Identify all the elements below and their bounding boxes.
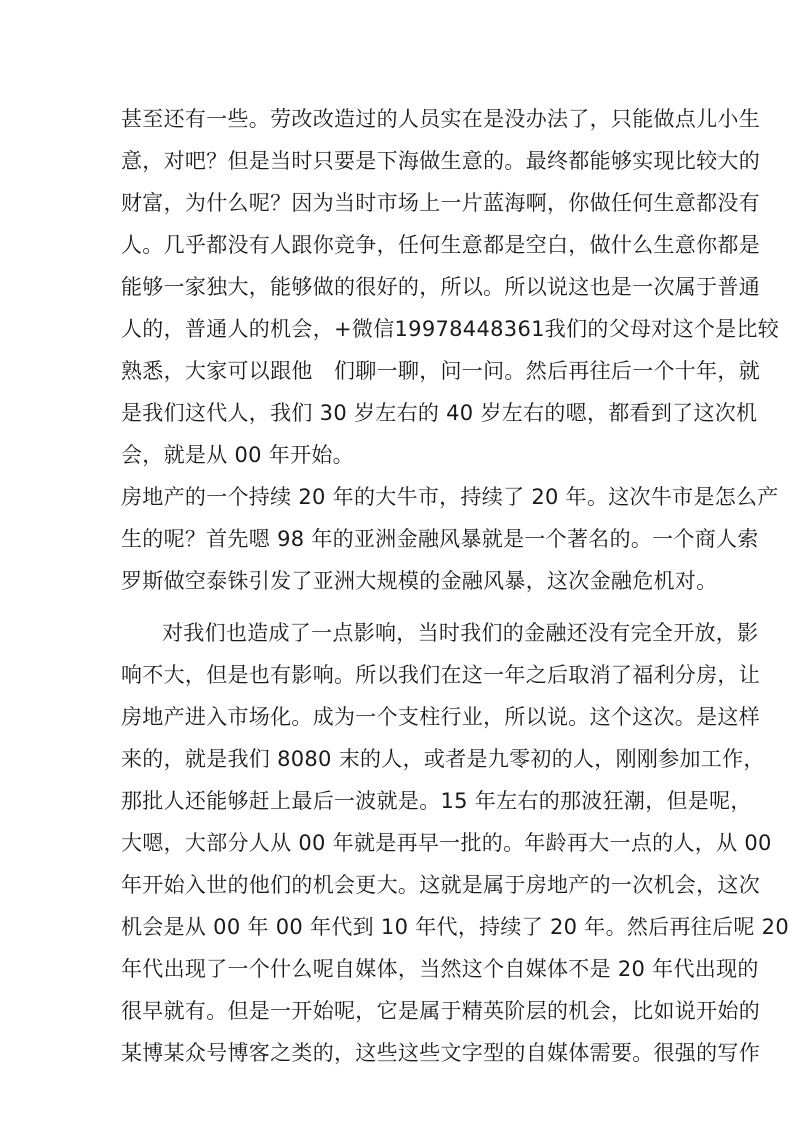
text-line: 房地产进入市场化。成为一个支柱行业，所以说。这个这次。是这样 [121, 705, 760, 729]
text-line: 罗斯做空泰铢引发了亚洲大规模的金融风暴，这次金融危机对。 [121, 569, 718, 593]
text-line: 来的，就是我们 8080 末的人，或者是九零初的人，刚刚参加工作， [121, 747, 765, 771]
text-line: 人。几乎都没有人跟你竞争，任何生意都是空白，做什么生意你都是 [121, 233, 760, 257]
text-line: 房地产的一个持续 20 年的大牛市，持续了 20 年。这次牛市是怎么产 [121, 485, 779, 509]
text-line: 很早就有。但是一开始呢，它是属于精英阶层的机会，比如说开始的 [121, 999, 760, 1023]
text-line: 人的，普通人的机会，+微信19978448361我们的父母对这个是比较 [121, 317, 780, 341]
text-line: 对我们也造成了一点影响，当时我们的金融还没有完全开放，影 [162, 621, 759, 645]
text-line: 是我们这代人，我们 30 岁左右的 40 岁左右的嗯，都看到了这次机 [121, 401, 758, 425]
text-line: 年开始入世的他们的机会更大。这就是属于房地产的一次机会，这次 [121, 873, 760, 897]
text-line: 能够一家独大，能够做的很好的，所以。所以说这也是一次属于普通 [121, 275, 760, 299]
text-line: 会，就是从 00 年开始。 [121, 443, 354, 467]
text-line: 生的呢？首先嗯 98 年的亚洲金融风暴就是一个著名的。一个商人索 [121, 527, 759, 551]
text-line: 财富，为什么呢？因为当时市场上一片蓝海啊，你做任何生意都没有 [121, 191, 760, 215]
text-line: 机会是从 00 年 00 年代到 10 年代，持续了 20 年。然后再往后呢 20 [121, 915, 789, 939]
text-line: 年代出现了一个什么呢自媒体，当然这个自媒体不是 20 年代出现的 [121, 957, 759, 981]
text-line: 那批人还能够赶上最后一波就是。15 年左右的那波狂潮，但是呢， [121, 789, 752, 813]
text-line: 熟悉，大家可以跟他 们聊一聊，问一问。然后再往后一个十年，就 [121, 359, 760, 383]
text-line: 大嗯，大部分人从 00 年就是再早一批的。年龄再大一点的人，从 00 [121, 831, 772, 855]
text-line: 甚至还有一些。劳改改造过的人员实在是没办法了，只能做点儿小生 [121, 107, 760, 131]
text-line: 响不大，但是也有影响。所以我们在这一年之后取消了福利分房，让 [121, 663, 760, 687]
text-line: 某博某众号博客之类的，这些这些文字型的自媒体需要。很强的写作 [121, 1041, 760, 1065]
text-line: 意，对吧？但是当时只要是下海做生意的。最终都能够实现比较大的 [121, 149, 760, 173]
